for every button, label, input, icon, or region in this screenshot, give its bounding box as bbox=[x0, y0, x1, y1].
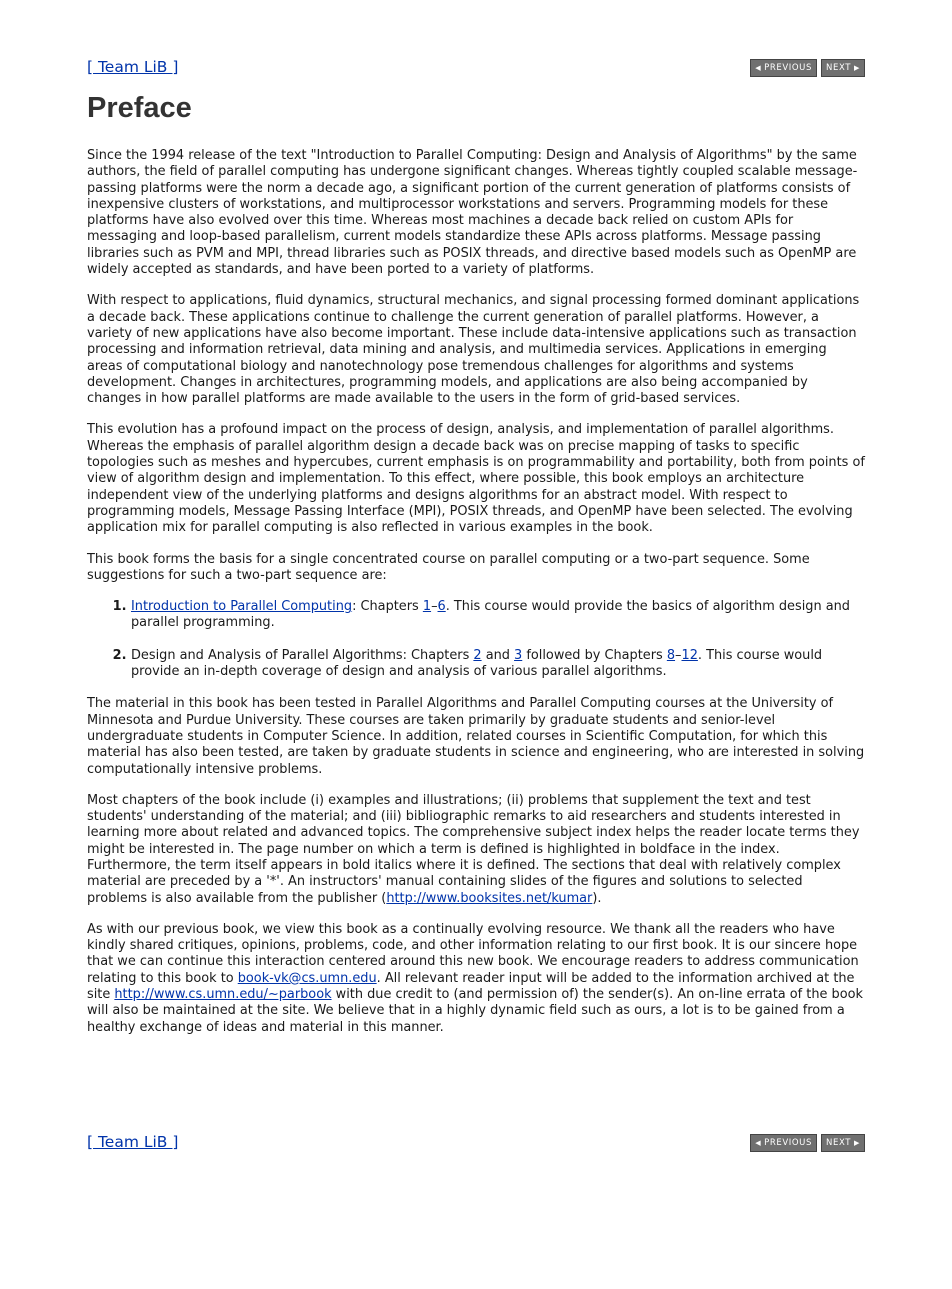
next-button[interactable] bbox=[821, 59, 865, 77]
paragraph-text: . All relevant reader input will be added to the information archived at the site bbox=[87, 970, 855, 1003]
bottom-navbar bbox=[87, 1133, 865, 1155]
page-title: Preface bbox=[87, 92, 192, 124]
list-text: . This course would provide an in-depth coverage of design and analysis of various parallel algorithms. bbox=[131, 647, 823, 680]
team-lib-link[interactable]: [ Team LiB ] bbox=[87, 58, 179, 76]
next-button[interactable] bbox=[821, 1134, 865, 1152]
paragraph-7 bbox=[87, 922, 865, 1036]
previous-button[interactable] bbox=[750, 59, 817, 77]
chapter-link[interactable]: 3 bbox=[514, 647, 523, 663]
list-text: . This course would provide the basics of algorithm design and parallel programming. bbox=[131, 599, 850, 631]
paragraph-text: with due credit to (and permission of) the sender(s). An on-line errata of the book will also be maintained at the site. We believe that in a highly dynamic field such as ours, a lot is to be gained from a healthy exchange of ideas and material in this manner. bbox=[87, 987, 863, 1035]
next-label: NEXT bbox=[826, 63, 852, 73]
email-link[interactable]: book-vk@cs.umn.edu bbox=[237, 970, 377, 986]
intro-parallel-computing-link[interactable]: Introduction to Parallel Computing bbox=[131, 599, 353, 615]
list-text: followed by Chapters bbox=[522, 647, 667, 663]
team-lib-link[interactable]: [ Team LiB ] bbox=[87, 1133, 179, 1151]
chapter-link[interactable]: 2 bbox=[473, 647, 482, 663]
publisher-link[interactable]: http://www.booksites.net/kumar bbox=[386, 890, 593, 906]
list-text: – bbox=[431, 599, 438, 615]
arrow-right-icon: ▶ bbox=[854, 64, 860, 72]
nav-buttons bbox=[750, 59, 865, 77]
arrow-right-icon: ▶ bbox=[854, 1139, 860, 1147]
paragraph-2: With respect to applications, fluid dynamics, structural mechanics, and signal processing formed dominant applications a decade back. These applications continue to challenge the current generation of parallel platforms. However, a variety of new applications have also become important. These include data-intensive applications such as transaction processing and information retrieval, data mining and analysis, and multimedia services. Applications in emerging areas of computational biology and nanotechnology pose tremendous challenges for algorithms and systems development. Changes in architectures, programming models, and applications are also being accompanied by changes in how parallel platforms are made available to the users in the form of grid-based services. bbox=[87, 293, 860, 407]
list-item bbox=[131, 648, 865, 681]
paragraph-3: This evolution has a profound impact on the process of design, analysis, and implementation of parallel algorithms. Whereas the emphasis of parallel algorithm design a decade back was on precise mapping of tasks to specific topologies such as meshes and hypercubes, current emphasis is on programmability and portability, both from points of view of algorithm design and implementation. To this effect, where possible, this book employs an architecture independent view of the underlying platforms and designs algorithms for an abstract model. With respect to programming models, Message Passing Interface (MPI), POSIX threads, and OpenMP have been selected. The evolving application mix for parallel computing is also reflected in various examples in the book. bbox=[87, 422, 865, 536]
paragraph-text: Most chapters of the book include (i) examples and illustrations; (ii) problems that supplement the text and test students' understanding of the material; and (iii) bibliographic remarks to aid researchers and students interested in learning more about related and advanced topics. The comprehensive subject index helps the reader locate terms they might be interested in. The page number on which a term is defined is highlighted in boldface in the index. Furthermore, the term itself appears in bold italics where it is defined. The sections that deal with relatively complex material are preceded by a '*'. An instructors' manual containing slides of the figures and solutions to selected problems is also available from the publisher ( bbox=[87, 792, 860, 906]
course-sequence-list bbox=[87, 599, 865, 680]
top-navbar bbox=[87, 58, 865, 80]
parbook-site-link[interactable]: http://www.cs.umn.edu/~parbook bbox=[114, 987, 332, 1003]
nav-buttons bbox=[750, 1134, 865, 1152]
list-item bbox=[131, 599, 865, 632]
chapter-link[interactable]: 6 bbox=[437, 599, 446, 615]
list-text: – bbox=[675, 647, 682, 663]
arrow-left-icon: ◀ bbox=[755, 1139, 762, 1147]
paragraph-4: This book forms the basis for a single concentrated course on parallel computing or a two-part sequence. Some suggestions for such a two-part sequence are: bbox=[87, 551, 810, 583]
list-text: and bbox=[481, 647, 515, 663]
paragraph-5: The material in this book has been tested in Parallel Algorithms and Parallel Computing courses at the University of Minnesota and Purdue University. These courses are taken primarily by graduate students and senior-level undergraduate students in Computer Science. In addition, related courses in Scientific Computation, for which this material has also been tested, are taken by graduate students in science and engineering, who are interested in solving computationally intensive problems. bbox=[87, 696, 865, 777]
paragraph-text: As with our previous book, we view this book as a continually evolving resource. We thank all the readers who have kindly shared critiques, opinions, problems, code, and other information relating to our first book. It is our sincere hope that we can continue this interaction centered around this new book. We encourage readers to address communication relating to this book to bbox=[87, 921, 859, 986]
next-label: NEXT bbox=[826, 1138, 852, 1148]
paragraph-6 bbox=[87, 793, 865, 907]
chapter-link[interactable]: 1 bbox=[422, 599, 432, 615]
arrow-left-icon: ◀ bbox=[755, 64, 762, 72]
previous-button[interactable] bbox=[750, 1134, 817, 1152]
chapter-link[interactable]: 12 bbox=[681, 647, 698, 663]
previous-label: PREVIOUS bbox=[764, 1138, 813, 1148]
preface-content bbox=[87, 148, 865, 1051]
list-text: Design and Analysis of Parallel Algorithms: Chapters bbox=[131, 647, 474, 663]
list-text: : Chapters bbox=[352, 599, 423, 615]
paragraph-1: Since the 1994 release of the text "Introduction to Parallel Computing: Design and Analysis of Algorithms" by the same authors, the field of parallel computing has undergone significant changes. Whereas tightly coupled scalable message-passing platforms were the norm a decade ago, a significant portion of the current generation of platforms consists of inexpensive clusters of workstations, and multiprocessor workstations and servers. Programming models for these platforms have also evolved over this time. Whereas most machines a decade back relied on custom APIs for messaging and loop-based parallelism, current models standardize these APIs across platforms. Message passing libraries such as PVM and MPI, thread libraries such as POSIX threads, and directive based models such as OpenMP are widely accepted as standards, and have been ported to a variety of platforms. bbox=[87, 148, 858, 278]
chapter-link[interactable]: 8 bbox=[666, 647, 676, 663]
previous-label: PREVIOUS bbox=[764, 63, 813, 73]
paragraph-text: ). bbox=[592, 890, 602, 906]
